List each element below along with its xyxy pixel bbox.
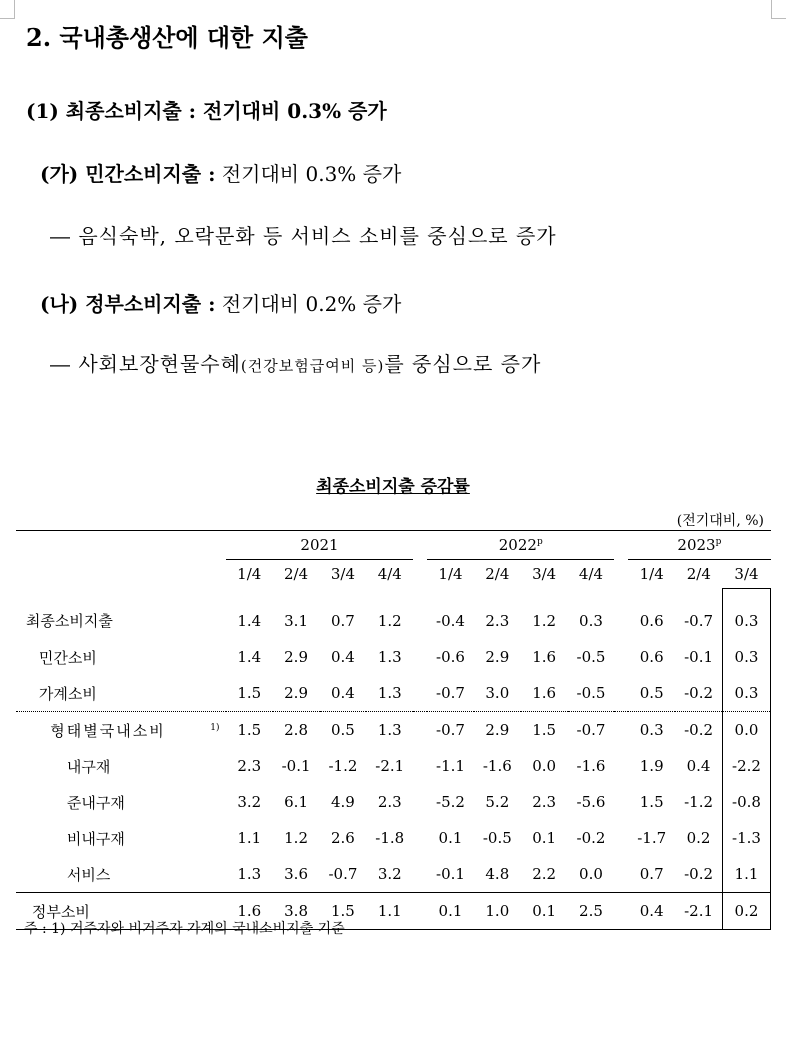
row-label: 준내구재: [66, 793, 125, 812]
value-cell: -0.2: [684, 865, 714, 883]
year-header-2022: 2022$^p$: [427, 531, 614, 560]
bullet-main-text: ― 사회보장현물수혜: [50, 352, 241, 376]
value-cell: 1.2: [532, 611, 557, 630]
value-cell: -0.8: [722, 784, 770, 820]
value-cell: 0.3: [722, 639, 770, 675]
value-cell: -0.6: [436, 648, 465, 666]
quarter-header: 4/4: [578, 565, 604, 584]
value-cell: -0.5: [576, 684, 606, 702]
value-cell: 3.2: [237, 793, 262, 811]
private-consumption-text: 전기대비 0.3% 증가: [221, 162, 402, 186]
row-label: 최종소비지출: [25, 612, 113, 631]
table-row: [16, 712, 771, 749]
value-cell: 1.3: [377, 648, 402, 666]
value-cell: -1.1: [436, 757, 465, 775]
value-cell: -1.6: [576, 757, 606, 775]
value-cell: 1.6: [226, 893, 273, 930]
value-cell: 3.8: [273, 893, 320, 930]
value-cell: -5.6: [576, 793, 606, 811]
government-consumption-bullet: [50, 348, 541, 377]
quarter-header: 1/4: [438, 565, 463, 584]
value-cell: 2.3: [377, 793, 402, 811]
value-cell: -0.7: [427, 712, 474, 749]
value-cell: -2.1: [675, 893, 722, 930]
value-cell: 1.1: [237, 829, 262, 847]
value-cell: 1.3: [377, 684, 402, 702]
value-cell: 1.4: [237, 648, 262, 666]
value-cell: 4.8: [485, 865, 510, 883]
value-cell: 1.1: [366, 893, 413, 930]
page-corner-mark-right: [771, 0, 786, 19]
value-cell: 2.9: [284, 684, 308, 702]
value-cell: 4.9: [330, 793, 355, 811]
value-cell: -0.1: [436, 865, 465, 883]
table-row: [16, 820, 771, 856]
value-cell: 0.0: [579, 865, 603, 883]
value-cell: -2.2: [722, 748, 770, 784]
value-cell: 3.1: [284, 611, 308, 630]
value-cell: 0.3: [628, 712, 675, 749]
value-cell: -0.7: [568, 712, 615, 749]
table-unit: (전기대비, %): [676, 513, 764, 529]
value-cell: 1.0: [474, 893, 521, 930]
value-cell: -0.7: [684, 611, 714, 630]
quarter-header: 2/4: [686, 565, 711, 584]
value-cell: 1.3: [366, 712, 413, 749]
value-cell: 2.6: [330, 829, 355, 847]
quarter-header: 3/4: [330, 565, 355, 584]
quarter-header: 4/4: [377, 565, 402, 584]
section-heading: 2. 국내총생산에 대한 지출: [26, 23, 308, 52]
value-cell: 2.3: [485, 611, 510, 630]
value-cell: 1.5: [521, 712, 568, 749]
value-cell: 0.4: [330, 648, 355, 666]
value-cell: 1.5: [320, 893, 367, 930]
row-label: 내구재: [66, 757, 111, 776]
table-body: [16, 589, 771, 930]
value-cell: 1.5: [226, 712, 273, 749]
table-year-header: [16, 531, 771, 560]
value-cell: 2.8: [273, 712, 320, 749]
value-cell: 1.1: [722, 856, 770, 893]
value-cell: 0.7: [330, 611, 355, 630]
value-cell: 1.9: [639, 757, 664, 775]
value-cell: 0.6: [639, 611, 664, 630]
quarter-header: 1/4: [237, 565, 262, 584]
value-cell: -0.1: [281, 757, 311, 775]
value-cell: -5.2: [436, 793, 465, 811]
page-corner-mark-left: [0, 0, 15, 19]
value-cell: 2.3: [532, 793, 557, 811]
value-cell: 0.1: [427, 893, 474, 930]
value-cell: 1.6: [532, 684, 557, 702]
value-cell: -0.2: [576, 829, 606, 847]
value-cell: 0.2: [686, 829, 711, 847]
value-cell: 1.5: [237, 684, 262, 702]
quarter-header: 3/4: [532, 565, 557, 584]
table-row: [16, 675, 771, 712]
row-label: 비내구재: [66, 829, 125, 848]
government-consumption-label: (나) 정부소비지출 :: [40, 292, 216, 316]
government-consumption-summary: [40, 288, 401, 317]
value-cell: 1.6: [532, 648, 557, 666]
table-caption: 최종소비지출 증감률: [316, 477, 470, 497]
value-cell: -1.7: [637, 829, 667, 847]
row-label: 형태별국내소비 $^{1)}$: [16, 712, 226, 749]
quarter-header: 2/4: [284, 565, 309, 584]
value-cell: 0.4: [628, 893, 675, 930]
value-cell: 1.3: [237, 865, 262, 883]
government-consumption-text: 전기대비 0.2% 증가: [221, 292, 402, 316]
value-cell: -0.1: [684, 648, 714, 666]
value-cell: 1.2: [284, 829, 308, 847]
value-cell: 2.9: [485, 648, 510, 666]
value-cell: 0.0: [722, 712, 770, 749]
header-blank: [16, 560, 226, 589]
row-label: 가계소비: [38, 684, 97, 703]
value-cell: 0.4: [686, 757, 711, 775]
year-header-2021: 2021: [226, 531, 413, 560]
table-quarter-header: [16, 560, 771, 589]
value-cell: 0.0: [532, 757, 557, 775]
private-consumption-label: (가) 민간소비지출 :: [40, 162, 216, 186]
table-row: [16, 589, 771, 640]
value-cell: 1.2: [377, 611, 402, 630]
value-cell: -0.2: [684, 684, 714, 702]
value-cell: 0.5: [639, 684, 664, 702]
value-cell: -0.7: [328, 865, 358, 883]
value-cell: 5.2: [485, 793, 510, 811]
value-cell: 2.3: [237, 757, 262, 775]
row-label: 서비스: [66, 865, 111, 884]
value-cell: 2.9: [284, 648, 308, 666]
bullet-rest-text: 를 중심으로 증가: [384, 352, 542, 376]
value-cell: 0.3: [579, 611, 603, 630]
value-cell: 0.3: [722, 589, 770, 640]
row-label: 정부소비: [16, 893, 226, 930]
value-cell: -0.4: [436, 611, 465, 630]
quarter-header: 1/4: [639, 565, 664, 584]
value-cell: 1.5: [639, 793, 664, 811]
table-row: [16, 856, 771, 893]
private-consumption-summary: [40, 158, 401, 187]
subsection-heading: (1) 최종소비지출 : 전기대비 0.3% 증가: [26, 99, 387, 123]
bullet-small-text: (건강보험급여비 등): [240, 357, 385, 375]
value-cell: -2.1: [375, 757, 405, 775]
value-cell: 0.5: [320, 712, 367, 749]
value-cell: 0.3: [722, 675, 770, 712]
private-consumption-bullet: ― 음식숙박, 오락문화 등 서비스 소비를 중심으로 증가: [50, 224, 557, 248]
value-cell: 1.4: [237, 611, 262, 630]
value-cell: 2.2: [532, 865, 557, 883]
value-cell: 0.2: [722, 893, 770, 930]
value-cell: -0.2: [675, 712, 722, 749]
table-row: [16, 639, 771, 675]
value-cell: 0.7: [639, 865, 664, 883]
value-cell: 2.9: [474, 712, 521, 749]
value-cell: 0.1: [532, 829, 557, 847]
value-cell: 0.4: [330, 684, 355, 702]
value-cell: -0.7: [436, 684, 465, 702]
header-blank: [16, 531, 226, 560]
value-cell: 6.1: [284, 793, 308, 811]
value-cell: 3.2: [377, 865, 402, 883]
value-cell: -0.5: [482, 829, 512, 847]
consumption-growth-table: [16, 530, 771, 930]
value-cell: -1.6: [482, 757, 512, 775]
value-cell: -0.5: [576, 648, 606, 666]
value-cell: -1.8: [375, 829, 405, 847]
value-cell: -1.2: [328, 757, 358, 775]
table-row: [16, 784, 771, 820]
value-cell: 2.5: [568, 893, 615, 930]
year-header-2023: 2023$^p$: [628, 531, 770, 560]
table-row: [16, 748, 771, 784]
value-cell: 0.1: [438, 829, 463, 847]
value-cell: -1.3: [722, 820, 770, 856]
value-cell: -1.2: [684, 793, 714, 811]
quarter-header: 3/4: [734, 565, 759, 583]
value-cell: 3.0: [485, 684, 510, 702]
row-label: 민간소비: [38, 648, 97, 667]
value-cell: 0.1: [521, 893, 568, 930]
value-cell: 3.6: [284, 865, 308, 883]
quarter-header: 2/4: [485, 565, 510, 584]
table-footnote: 주 : 1) 거주자와 비거주자 가계의 국내소비지출 기준: [24, 921, 345, 937]
value-cell: 0.6: [639, 648, 664, 666]
